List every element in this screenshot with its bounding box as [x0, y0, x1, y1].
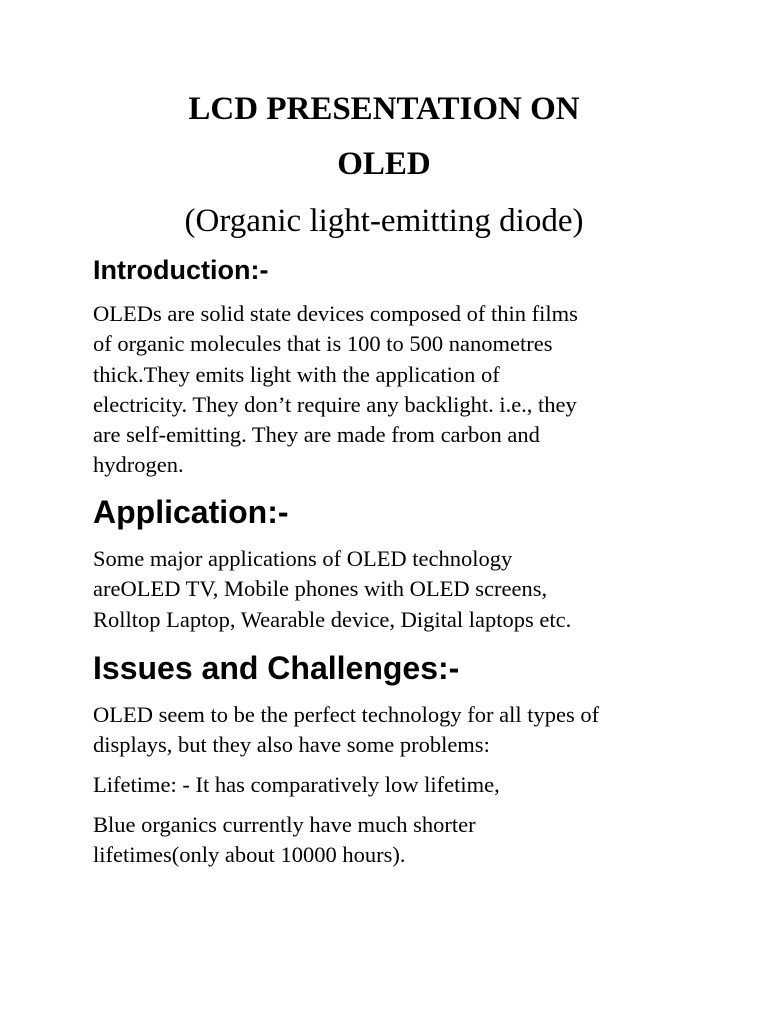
document-title-line-1: LCD PRESENTATION ON — [188, 91, 580, 127]
application-paragraph: Some major applications of OLED technology areOLED TV, Mobile phones with OLED screens, Rolltop Laptop, Wearable device, Digital laptops etc. — [93, 546, 572, 632]
document-title-line-2: OLED — [337, 146, 431, 182]
document-subtitle: (Organic light-emitting diode) — [184, 203, 584, 239]
lifetime-paragraph: Lifetime: - It has comparatively low lifetime, — [93, 772, 500, 797]
introduction-heading: Introduction:- — [93, 255, 269, 285]
introduction-paragraph: OLEDs are solid state devices composed of thin films of organic molecules that is 100 to 500 nanometres thick.They emits light with the application of electricity. They don’t require any backlight. i.e., they are self-emitting. They are made from carbon and hydrogen. — [93, 301, 578, 478]
issues-paragraph: OLED seem to be the perfect technology for all types of displays, but they also have some problems: — [93, 702, 600, 758]
application-heading: Application:- — [93, 494, 289, 530]
issues-heading: Issues and Challenges:- — [93, 650, 460, 686]
blue-organics-paragraph: Blue organics currently have much shorter lifetimes(only about 10000 hours). — [93, 812, 476, 868]
